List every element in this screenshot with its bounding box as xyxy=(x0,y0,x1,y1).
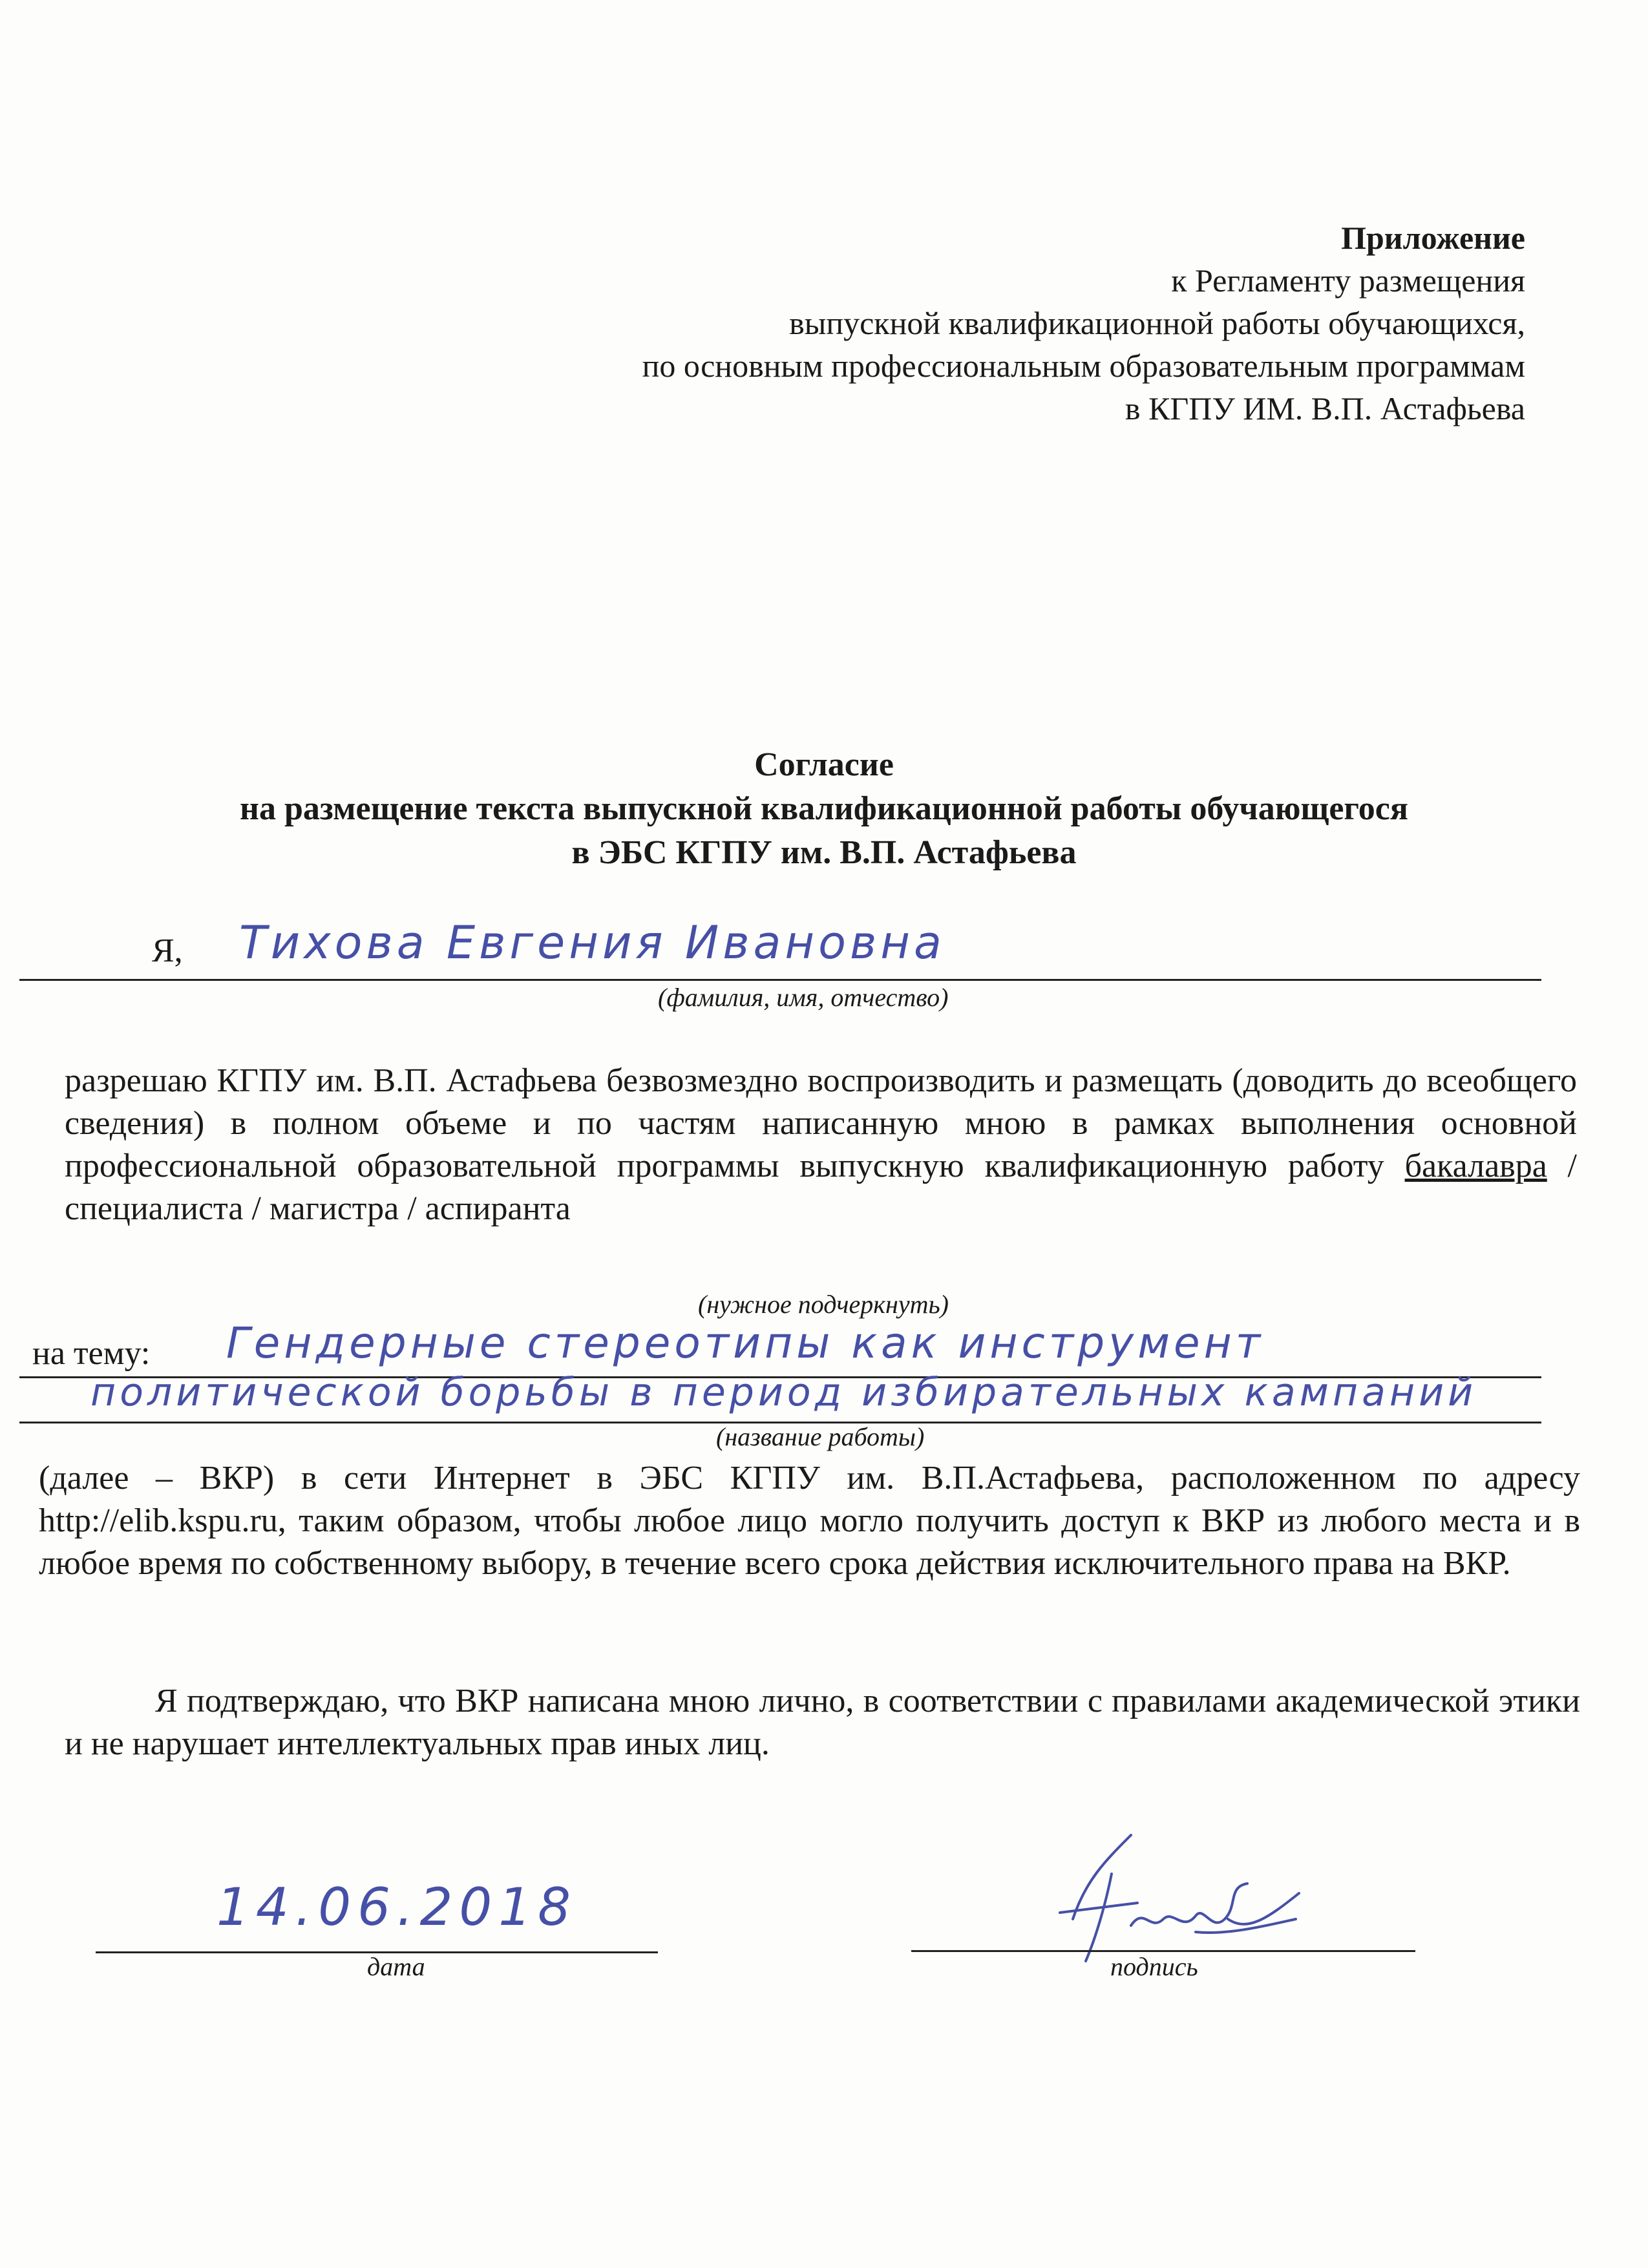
title-line-3: в ЭБС КГПУ им. В.П. Астафьева xyxy=(571,834,1077,871)
topic-handwritten-line-1: Гендерные стереотипы как инструмент xyxy=(226,1318,1265,1368)
signature-caption: подпись xyxy=(1110,1952,1198,1981)
appendix-line-3: выпускной квалификационной работы обучающихся, xyxy=(789,305,1525,341)
consent-text-part-1: разрешаю КГПУ им. В.П. Астафьева безвозмездно воспроизводить и размещать (доводить до всеобщего сведения) в полном объеме и по частям написанную мною в рамках выполнения основной профессиональной образовательной программы выпускную квалификационную работу xyxy=(65,1062,1577,1184)
name-prefix: Я, xyxy=(152,932,183,969)
topic-handwritten-line-2: политической борьбы в период избирательных кампаний xyxy=(90,1370,1477,1415)
appendix-title: Приложение xyxy=(1341,220,1525,256)
date-handwritten: 14.06.2018 xyxy=(217,1877,578,1937)
name-handwritten: Тихова Евгения Ивановна xyxy=(239,916,945,969)
topic-caption: (название работы) xyxy=(716,1422,925,1451)
consent-text-part-2: / специалиста / магистра / аспиранта xyxy=(65,1148,1577,1227)
title-line-2: на размещение текста выпускной квалификационной работы обучающегося xyxy=(240,790,1408,827)
confirmation-paragraph: Я подтверждаю, что ВКР написана мною лично, в соответствии с правилами академической этики и не нарушает интеллектуальных прав иных лиц. xyxy=(65,1683,1580,1762)
signature-mark xyxy=(1034,1822,1305,1971)
appendix-line-4: по основным профессиональным образовательным программам xyxy=(642,348,1525,384)
consent-paragraph xyxy=(65,1060,1577,1230)
date-caption: дата xyxy=(367,1952,425,1981)
document-title xyxy=(0,743,1648,875)
placement-paragraph: (далее – ВКР) в сети Интернет в ЭБС КГПУ им. В.П.Астафьева, расположенном по адресу http://elib.kspu.ru, таким образом, чтобы любое лицо могло получить доступ к ВКР из любого места и в любое время по собственному выбору, в течение всего срока действия исключительного права на ВКР. xyxy=(39,1460,1580,1582)
name-underline xyxy=(19,979,1541,981)
topic-prefix: на тему: xyxy=(32,1335,151,1372)
name-caption: (фамилия, имя, отчество) xyxy=(658,983,949,1012)
title-line-1: Согласие xyxy=(754,746,894,783)
appendix-line-5: в КГПУ ИМ. В.П. Астафьева xyxy=(1125,390,1525,426)
degree-caption: (нужное подчеркнуть) xyxy=(698,1290,949,1319)
appendix-line-2: к Регламенту размещения xyxy=(1171,262,1525,299)
appendix-header xyxy=(642,216,1525,430)
degree-selected: бакалавра xyxy=(1404,1148,1547,1184)
